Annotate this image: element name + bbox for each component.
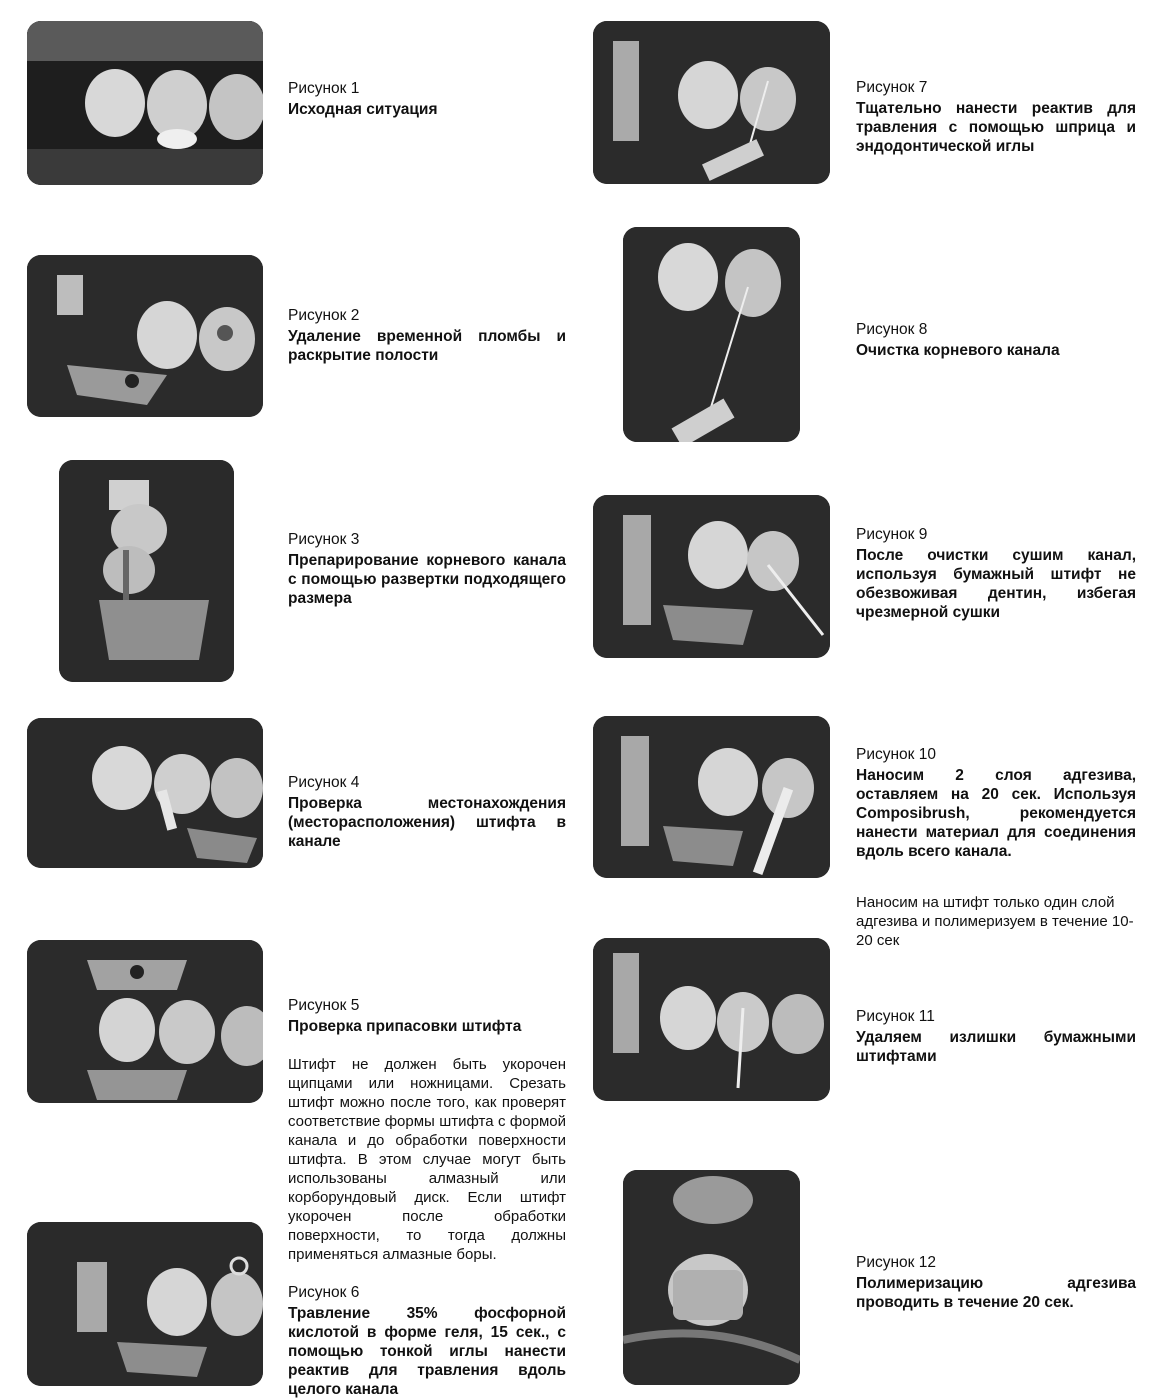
caption-figure-1 [288, 79, 566, 119]
figure-number: Рисунок 12 [856, 1254, 937, 1271]
note-figure-5: Штифт не должен быть укорочен щипцами или ножницами. Срезать штифт можно после того, как проверят соответствие формы штифта с формой канала и до обработки поверхности штифта. В этом случае могут быть использованы алмазный или корборундовый диск. Если штифт укорочен после обработки поверхности, то тогда должны применяться алмазные боры. [288, 1056, 566, 1263]
photo-figure-3 [59, 460, 234, 682]
figure-description: Очистка корневого канала [856, 342, 1060, 359]
caption-figure-10 [856, 745, 1136, 861]
figure-description: Наносим 2 слоя адгезива, оставляем на 20 сек. Используя Composibrush, рекомендуется нанести материал для соединения вдоль всего канала. [856, 767, 1136, 860]
figure-number: Рисунок 11 [856, 1008, 935, 1025]
caption-figure-4 [288, 773, 566, 851]
figure-description: Препарирование корневого канала с помощью развертки подходящего размера [288, 552, 566, 607]
figure-number: Рисунок 9 [856, 526, 928, 543]
caption-figure-5 [288, 996, 566, 1036]
figure-number: Рисунок 8 [856, 321, 928, 338]
caption-figure-7 [856, 78, 1136, 156]
photo-figure-12 [623, 1170, 800, 1385]
figure-description: Удаляем излишки бумажными штифтами [856, 1029, 1136, 1065]
figure-description: Проверка местонахождения (месторасположения) штифта в канале [288, 795, 566, 850]
caption-figure-8 [856, 320, 1136, 360]
caption-figure-6 [288, 1283, 566, 1399]
figure-description: Удаление временной пломбы и раскрытие полости [288, 328, 566, 364]
photo-figure-11 [593, 938, 830, 1101]
photo-figure-4 [27, 718, 263, 868]
figure-description: Исходная ситуация [288, 101, 438, 118]
photo-figure-10 [593, 716, 830, 878]
figure-number: Рисунок 10 [856, 746, 937, 763]
caption-figure-3 [288, 530, 566, 608]
caption-figure-2 [288, 306, 566, 365]
photo-figure-9 [593, 495, 830, 658]
figure-number: Рисунок 1 [288, 80, 360, 97]
figure-number: Рисунок 4 [288, 774, 360, 791]
photo-figure-6 [27, 1222, 263, 1386]
figure-description: Полимеризацию адгезива проводить в течение 20 сек. [856, 1275, 1136, 1311]
figure-number: Рисунок 2 [288, 307, 360, 324]
photo-figure-8 [623, 227, 800, 442]
figure-description: После очистки сушим канал, используя бумажный штифт не обезвоживая дентин, избегая чрезмерной сушки [856, 547, 1136, 621]
photo-figure-1 [27, 21, 263, 185]
figure-description: Проверка припасовки штифта [288, 1018, 522, 1035]
figure-number: Рисунок 3 [288, 531, 360, 548]
photo-figure-7 [593, 21, 830, 184]
figure-description: Травление 35% фосфорной кислотой в форме геля, 15 сек., с помощью тонкой иглы нанести реактив для травления вдоль целого канала [288, 1305, 566, 1398]
figure-number: Рисунок 6 [288, 1284, 360, 1301]
caption-figure-11 [856, 1007, 1136, 1066]
caption-figure-9 [856, 525, 1136, 622]
figure-number: Рисунок 5 [288, 997, 360, 1014]
photo-figure-2 [27, 255, 263, 417]
photo-figure-5 [27, 940, 263, 1103]
figure-description: Тщательно нанести реактив для травления с помощью шприца и эндодонтической иглы [856, 100, 1136, 155]
note-figure-10: Наносим на штифт только один слой адгезива и полимеризуем в течение 10-20 сек [856, 894, 1134, 949]
figure-number: Рисунок 7 [856, 79, 928, 96]
caption-figure-12 [856, 1253, 1136, 1312]
